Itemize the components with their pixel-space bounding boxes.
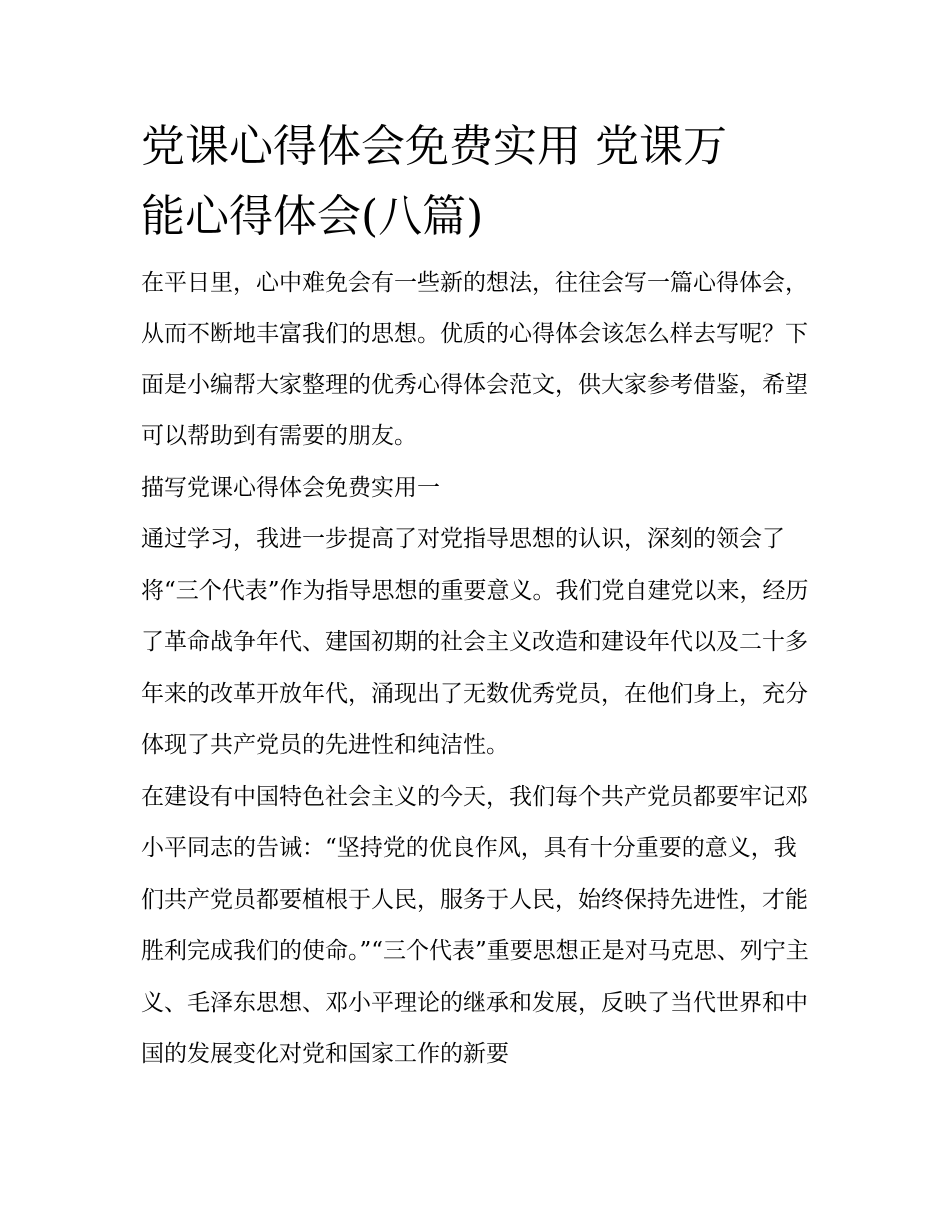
body-paragraph-1: 通过学习，我进一步提高了对党指导思想的认识，深刻的领会了将“三个代表”作为指导思想的重要意义。我们党自建党以来，经历了革命战争年代、建国初期的社会主义改造和建设年代以及二十多年来的改革开放年代，涌现出了无数优秀党员，在他们身上，充分体现了共产党员的先进性和纯洁性。 — [141, 526, 809, 758]
intro-paragraph: 在平日里，心中难免会有一些新的想法，往往会写一篇心得体会，从而不断地丰富我们的思想。优质的心得体会该怎么样去写呢？下面是小编帮大家整理的优秀心得体会范文，供大家参考借鉴，希望可以帮助到有需要的朋友。 — [141, 270, 808, 449]
document-title — [141, 112, 817, 252]
document-page — [141, 112, 817, 1081]
title-line-1: 党课心得体会免费实用 党课万 — [141, 121, 727, 172]
section-heading: 描写党课心得体会免费实用一 — [141, 475, 440, 501]
title-line-2: 能心得体会(八篇) — [141, 191, 484, 242]
body-paragraph-2: 在建设有中国特色社会主义的今天，我们每个共产党员都要牢记邓小平同志的告诫：“坚持党的优良作风，具有十分重要的意义，我们共产党员都要植根于人民，服务于人民，始终保持先进性，才能胜利完成我们的使命。”“三个代表”重要思想正是对马克思、列宁主义、毛泽东思想、邓小平理论的继承和发展，反映了当代世界和中国的发展变化对党和国家工作的新要 — [141, 783, 809, 1067]
